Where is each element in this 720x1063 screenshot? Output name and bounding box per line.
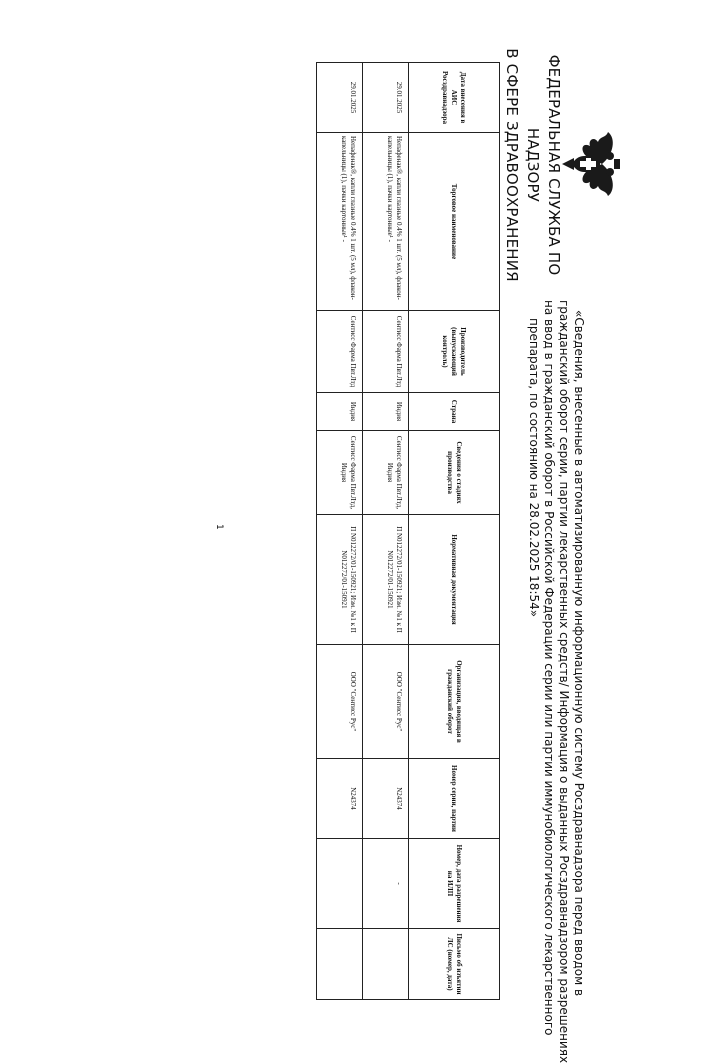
table-header-row: [409, 63, 500, 1000]
column-header: Торговое наименование: [409, 133, 500, 311]
table-cell: 29.01.2025: [363, 63, 409, 133]
table-cell: [317, 929, 363, 1000]
table-cell: 29.01.2025: [317, 63, 363, 133]
table-cell: [317, 839, 363, 929]
column-header: Дата внесения в АИС Росздравнадзора: [409, 63, 500, 133]
table-cell: N24374: [363, 759, 409, 839]
double-headed-eagle-emblem-icon: [558, 128, 622, 200]
table-cell: Непафенак®, капли глазные 0.4% 1 шт. (5 мл), флакон-капельницы (1), пачки картонные¹ -: [317, 133, 363, 311]
page-mark: 1: [214, 524, 224, 530]
table-cell: [363, 929, 409, 1000]
document-heading: [526, 300, 586, 1063]
table-row: [363, 63, 409, 1000]
agency-title-line2: В СФЕРЕ ЗДРАВООХРАНЕНИЯ: [503, 48, 521, 282]
table-cell: Индия: [363, 393, 409, 431]
heading-line: на ввод в гражданский оборот в Российской Федерации серии или партии иммунобиологического лекарственного: [542, 300, 556, 1036]
table-cell: Сентисс Фарма Пвт.Лтд: [317, 311, 363, 393]
heading-line: гражданский оборот серии, партии лекарственных средств/ Информация о выданных Росздравнадзором разрешениях: [557, 300, 571, 1063]
table-cell: Сентисс Фарма Пвт.Лтд, Индия: [363, 431, 409, 515]
column-header: Производитель (выпускающий контроль): [409, 311, 500, 393]
column-header: Сведения о стадиях производства: [409, 431, 500, 515]
column-header: Номер серии, партии: [409, 759, 500, 839]
table-cell: -: [363, 839, 409, 929]
heading-line: «Сведения, внесенные в автоматизированную информационную систему Росздравнадзора перед вводом в: [572, 310, 586, 997]
table-cell: П N012272/01-150921; Изм. №1 к П N012272/01-150921: [363, 515, 409, 645]
table-row: [317, 63, 363, 1000]
table-cell: П N012272/01-150921; Изм. №1 к П N012272/01-150921: [317, 515, 363, 645]
table-cell: Непафенак®, капли глазные 0.4% 1 шт. (5 мл), флакон-капельницы (1), пачки картонные¹ -: [363, 133, 409, 311]
column-header: Страна: [409, 393, 500, 431]
column-header: Номер, дата разрешения на ИЛП: [409, 839, 500, 929]
registry-table: [316, 62, 500, 1000]
column-header: Письмо об изъятии ЛС (номер, дата): [409, 929, 500, 1000]
table-cell: Сентисс Фарма Пвт.Лтд, Индия: [317, 431, 363, 515]
table-cell: Сентисс Фарма Пвт.Лтд: [363, 311, 409, 393]
column-header: Организация, вводящая в гражданский оборот: [409, 645, 500, 759]
heading-line: препарата, по состоянию на 28.02.2025 18:54»: [527, 318, 541, 618]
column-header: Нормативная документация: [409, 515, 500, 645]
table-cell: ООО "Сентисс Рус": [317, 645, 363, 759]
agency-title: [501, 30, 564, 300]
table-cell: Индия: [317, 393, 363, 431]
agency-title-line1: ФЕДЕРАЛЬНАЯ СЛУЖБА ПО НАДЗОРУ: [524, 54, 563, 276]
table-cell: N24374: [317, 759, 363, 839]
table-cell: ООО "Сентисс Рус": [363, 645, 409, 759]
